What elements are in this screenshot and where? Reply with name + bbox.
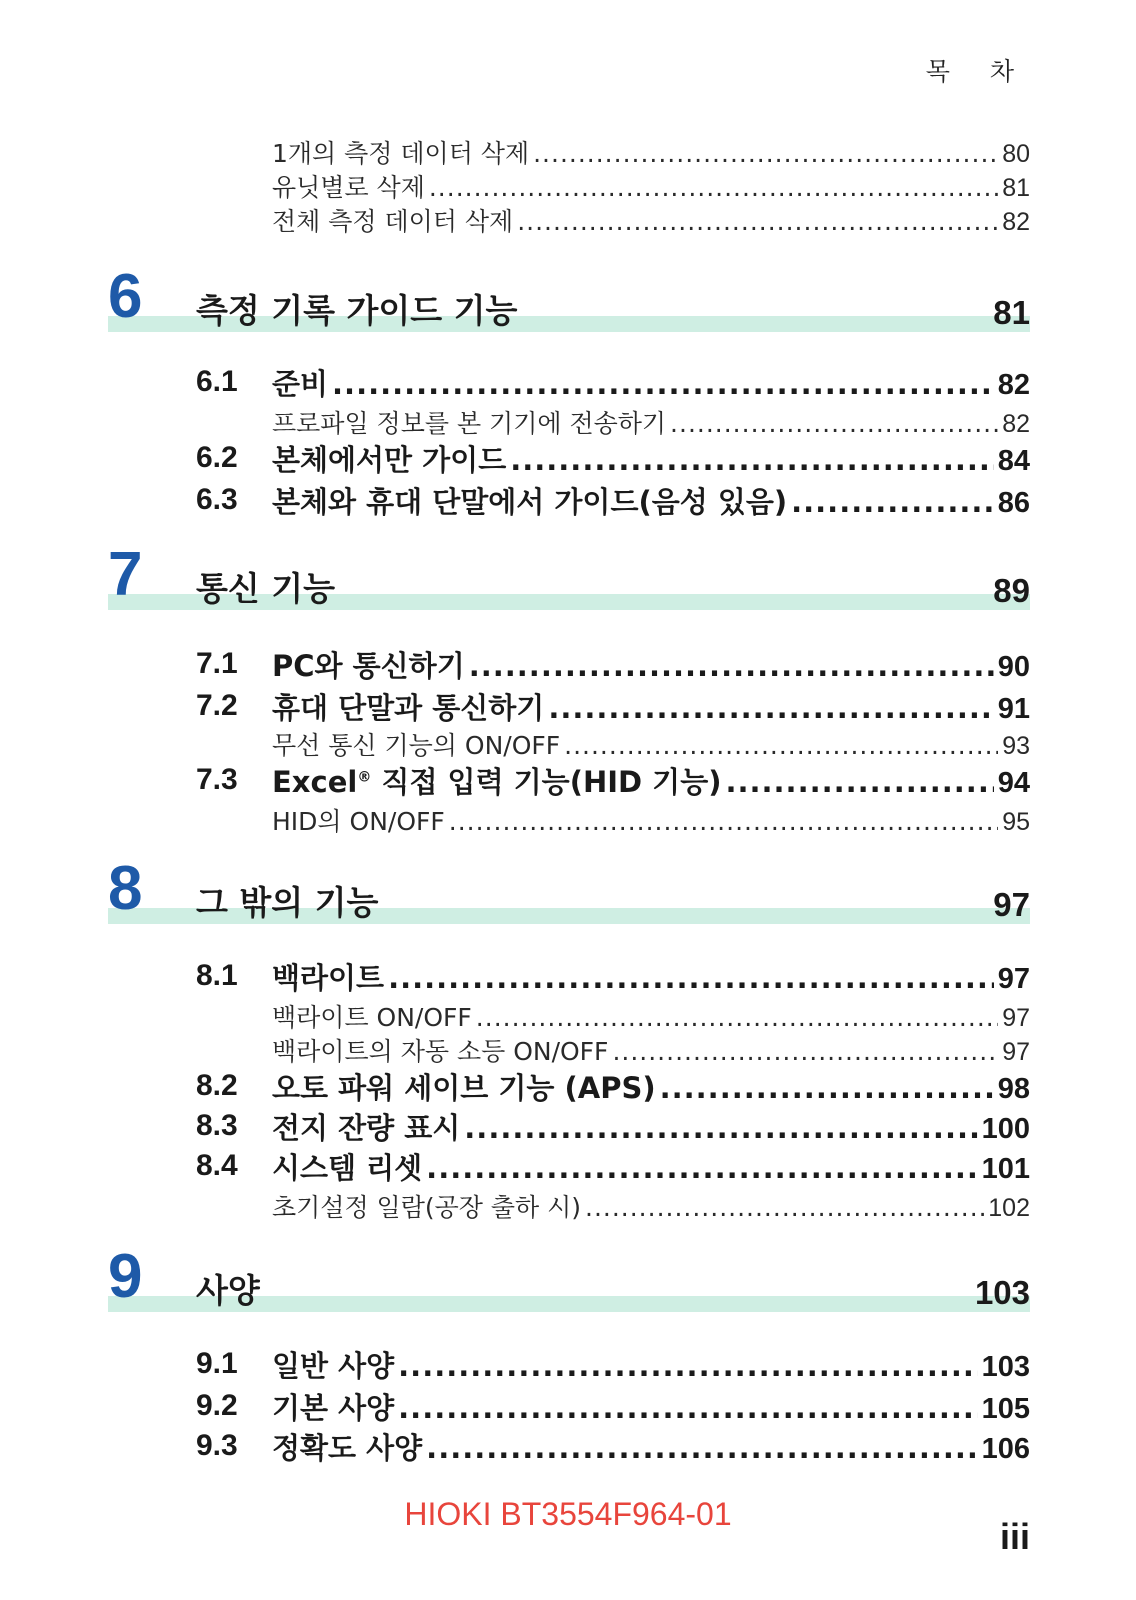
leader-dots	[585, 1193, 984, 1222]
section-number: 6.1	[196, 365, 238, 398]
leader-dots	[332, 367, 994, 401]
section-page: 105	[981, 1392, 1030, 1425]
section-number: 9.1	[196, 1347, 238, 1380]
toc-section[interactable]	[0, 958, 1136, 994]
toc-entry[interactable]	[0, 168, 1136, 204]
chapter-title: 측정 기록 가이드 기능	[196, 291, 518, 330]
toc-section[interactable]	[0, 364, 1136, 400]
excel-label: Excel	[272, 764, 358, 799]
leader-dots	[476, 1003, 998, 1032]
toc-entry-label: 프로파일 정보를 본 기기에 전송하기	[272, 409, 667, 438]
leader-dots	[398, 1391, 977, 1425]
section-number: 8.4	[196, 1149, 238, 1182]
toc-section[interactable]	[0, 1108, 1136, 1144]
leader-dots	[660, 1071, 994, 1105]
section-label: 백라이트	[272, 960, 385, 995]
section-page: 106	[981, 1432, 1030, 1465]
chapter-number: 8	[108, 854, 143, 923]
leader-dots	[533, 139, 998, 168]
section-page: 100	[981, 1112, 1030, 1145]
section-number: 8.2	[196, 1069, 238, 1102]
chapter-title: 사양	[196, 1271, 260, 1310]
section-label: 오토 파워 세이브 기능 (APS)	[272, 1070, 656, 1105]
chapter-heading[interactable]	[0, 1242, 1136, 1322]
toc-entry-label: 초기설정 일람(공장 출하 시)	[272, 1193, 581, 1222]
leader-dots	[725, 765, 993, 799]
toc-entry-label: 전체 측정 데이터 삭제	[272, 207, 514, 236]
leader-dots	[398, 1349, 977, 1383]
section-label: 본체와 휴대 단말에서 가이드(음성 있음)	[272, 484, 788, 519]
leader-dots	[429, 173, 998, 202]
toc-entry-label: 유닛별로 삭제	[272, 173, 425, 202]
section-label: 정확도 사양	[272, 1430, 423, 1465]
leader-dots	[464, 1111, 977, 1145]
document-id: HIOKI BT3554F964-01	[404, 1496, 732, 1532]
toc-section[interactable]	[0, 440, 1136, 476]
chapter-title: 그 밖의 기능	[196, 883, 379, 922]
section-number: 9.3	[196, 1429, 238, 1462]
section-page: 84	[997, 444, 1030, 477]
section-number: 6.2	[196, 441, 238, 474]
chapter-number: 9	[108, 1242, 143, 1311]
leader-dots	[426, 1151, 977, 1185]
section-page: 94	[997, 766, 1030, 799]
chapter-number: 7	[108, 540, 143, 609]
toc-entry-page: 82	[1002, 208, 1030, 236]
section-label: 기본 사양	[272, 1390, 395, 1425]
section-label: 전지 잔량 표시	[272, 1110, 461, 1145]
toc-entry-label: HID의 ON/OFF	[272, 807, 445, 836]
leader-dots	[449, 807, 998, 836]
chapter-page: 81	[993, 294, 1030, 331]
toc-entry-page: 102	[988, 1194, 1030, 1222]
toc-section[interactable]	[0, 1148, 1136, 1184]
toc-entry[interactable]	[0, 134, 1136, 170]
leader-dots	[612, 1037, 998, 1066]
section-number: 6.3	[196, 483, 238, 516]
toc-section[interactable]	[0, 762, 1136, 798]
leader-dots	[517, 207, 998, 236]
toc-entry-page: 93	[1002, 732, 1030, 760]
section-number: 8.1	[196, 959, 238, 992]
toc-entry-page: 81	[1002, 174, 1030, 202]
toc-entry-label: 무선 통신 기능의 ON/OFF	[272, 731, 561, 760]
section-page: 97	[997, 962, 1030, 995]
toc-entry[interactable]	[0, 802, 1136, 838]
chapter-heading[interactable]	[0, 262, 1136, 342]
section-page: 103	[981, 1350, 1030, 1383]
section-number: 7.1	[196, 647, 238, 680]
toc-entry-page: 97	[1002, 1038, 1030, 1066]
page-header-title: 목 차	[925, 57, 1030, 86]
toc-entry-label: 1개의 측정 데이터 삭제	[272, 139, 530, 168]
chapter-page: 103	[974, 1274, 1030, 1311]
toc-entry-label: 백라이트 ON/OFF	[272, 1003, 472, 1032]
toc-entry[interactable]	[0, 726, 1136, 762]
leader-dots	[388, 961, 994, 995]
chapter-heading[interactable]	[0, 854, 1136, 934]
section-page: 86	[997, 486, 1030, 519]
leader-dots	[791, 485, 994, 519]
chapter-page: 97	[993, 886, 1030, 923]
toc-entry[interactable]	[0, 404, 1136, 440]
toc-section[interactable]	[0, 1428, 1136, 1464]
leader-dots	[564, 731, 998, 760]
toc-entry[interactable]	[0, 998, 1136, 1034]
registered-mark: ®	[357, 768, 372, 785]
section-page: 90	[997, 650, 1030, 683]
section-number: 7.2	[196, 689, 238, 722]
toc-entry-page: 95	[1002, 808, 1030, 836]
toc-entry-page: 80	[1002, 140, 1030, 168]
section-page: 101	[981, 1152, 1030, 1185]
section-label-rest: 직접 입력 기능(HID 기능)	[371, 764, 722, 799]
section-label: 휴대 단말과 통신하기	[272, 690, 545, 725]
leader-dots	[426, 1431, 977, 1465]
section-number: 7.3	[196, 763, 238, 796]
section-number: 9.2	[196, 1389, 238, 1422]
toc-section[interactable]	[0, 482, 1136, 518]
toc-entry[interactable]	[0, 1032, 1136, 1068]
leader-dots	[670, 409, 998, 438]
leader-dots	[469, 649, 994, 683]
section-label: 시스템 리셋	[272, 1150, 423, 1185]
toc-section[interactable]	[0, 688, 1136, 724]
chapter-title: 통신 기능	[196, 569, 336, 608]
section-number: 8.3	[196, 1109, 238, 1142]
toc-entry-page: 82	[1002, 410, 1030, 438]
leader-dots	[510, 443, 994, 477]
section-page: 82	[997, 368, 1030, 401]
chapter-page: 89	[993, 572, 1030, 609]
section-label: 본체에서만 가이드	[272, 442, 507, 477]
chapter-number: 6	[108, 262, 143, 331]
page-number: iii	[999, 1516, 1030, 1557]
section-page: 91	[997, 692, 1030, 725]
section-page: 98	[997, 1072, 1030, 1105]
section-label: PC와 통신하기	[272, 648, 465, 683]
section-label: 일반 사양	[272, 1348, 395, 1383]
toc-entry[interactable]	[0, 202, 1136, 238]
toc-section[interactable]	[0, 1346, 1136, 1382]
toc-section[interactable]	[0, 646, 1136, 682]
toc-section[interactable]	[0, 1068, 1136, 1104]
section-label: 준비	[272, 366, 329, 401]
toc-entry[interactable]	[0, 1188, 1136, 1224]
section-label	[272, 760, 721, 801]
chapter-heading[interactable]	[0, 540, 1136, 620]
toc-section[interactable]	[0, 1388, 1136, 1424]
toc-entry-label: 백라이트의 자동 소등 ON/OFF	[272, 1037, 609, 1066]
leader-dots	[548, 691, 993, 725]
toc-entry-page: 97	[1002, 1004, 1030, 1032]
